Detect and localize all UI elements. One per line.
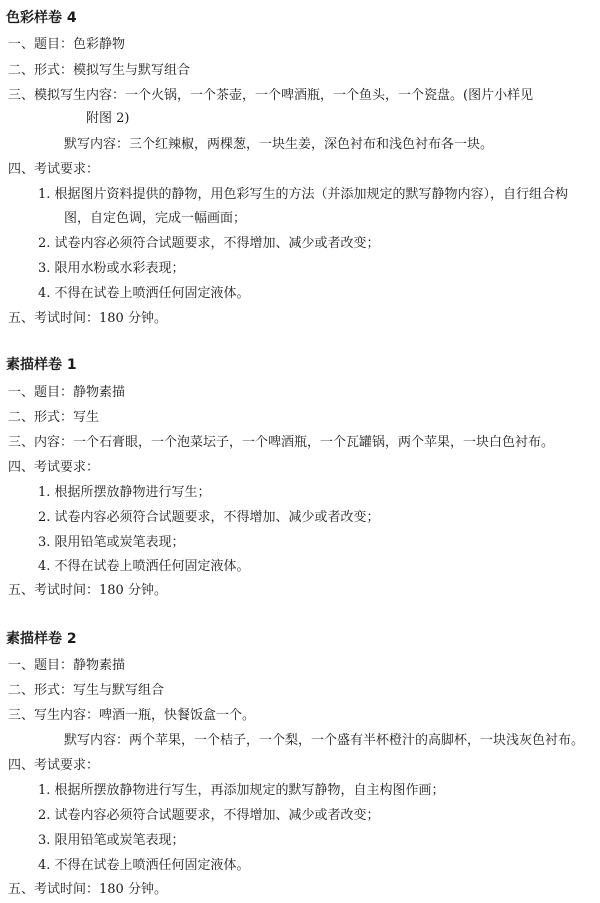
item-content-continued: 附图 2) [86,111,130,126]
requirement-item: 2. 试卷内容必须符合试题要求，不得增加、减少或者改变； [38,510,380,525]
item-exam-time: 五、考试时间：180 分钟。 [8,882,167,897]
item-form: 二、形式：写生 [8,410,100,425]
item-topic: 一、题目：静物素描 [8,658,126,673]
item-content: 三、模拟写生内容：一个火锅，一个茶壶，一个啤酒瓶，一个鱼头，一个瓷盘。(图片小样见 [8,88,534,103]
item-content: 三、写生内容：啤酒一瓶，快餐饭盒一个。 [8,708,256,723]
item-topic: 一、题目：静物素描 [8,385,126,400]
requirement-item: 1. 根据图片资料提供的静物，用色彩写生的方法（并添加规定的默写静物内容），自行组合构 [38,187,569,202]
item-requirements: 四、考试要求： [8,162,100,177]
requirement-item: 1. 根据所摆放静物进行写生，再添加规定的默写静物，自主构图作画； [38,783,445,798]
requirement-item: 3. 限用铅笔或炭笔表现； [38,833,185,848]
item-requirements: 四、考试要求： [8,460,100,475]
section-title: 色彩样卷 4 [6,10,77,26]
item-memory-content: 默写内容：两个苹果，一个桔子，一个梨，一个盛有半杯橙汁的高脚杯，一块浅灰色衬布。 [64,733,585,748]
requirement-item: 4. 不得在试卷上喷洒任何固定液体。 [38,286,250,301]
requirement-item: 4. 不得在试卷上喷洒任何固定液体。 [38,559,250,574]
item-form: 二、形式：写生与默写组合 [8,683,165,698]
requirement-item-continued: 图，自定色调，完成一幅画面； [64,211,247,226]
item-topic: 一、题目：色彩静物 [8,37,126,52]
item-exam-time: 五、考试时间：180 分钟。 [8,311,167,326]
requirement-item: 1. 根据所摆放静物进行写生； [38,485,211,500]
item-requirements: 四、考试要求： [8,758,100,773]
section-title: 素描样卷 2 [6,631,77,647]
requirement-item: 4. 不得在试卷上喷洒任何固定液体。 [38,858,250,873]
requirement-item: 2. 试卷内容必须符合试题要求，不得增加、减少或者改变； [38,808,380,823]
item-form: 二、形式：模拟写生与默写组合 [8,63,191,78]
requirement-item: 3. 限用铅笔或炭笔表现； [38,535,185,550]
item-memory-content: 默写内容：三个红辣椒，两棵葱，一块生姜，深色衬布和浅色衬布各一块。 [64,137,494,152]
requirement-item: 3. 限用水粉或水彩表现； [38,261,185,276]
section-title: 素描样卷 1 [6,357,77,373]
requirement-item: 2. 试卷内容必须符合试题要求，不得增加、减少或者改变； [38,236,380,251]
item-content: 三、内容：一个石膏眼，一个泡菜坛子，一个啤酒瓶，一个瓦罐锅，两个苹果，一块白色衬布。 [8,435,555,450]
item-exam-time: 五、考试时间：180 分钟。 [8,583,167,598]
